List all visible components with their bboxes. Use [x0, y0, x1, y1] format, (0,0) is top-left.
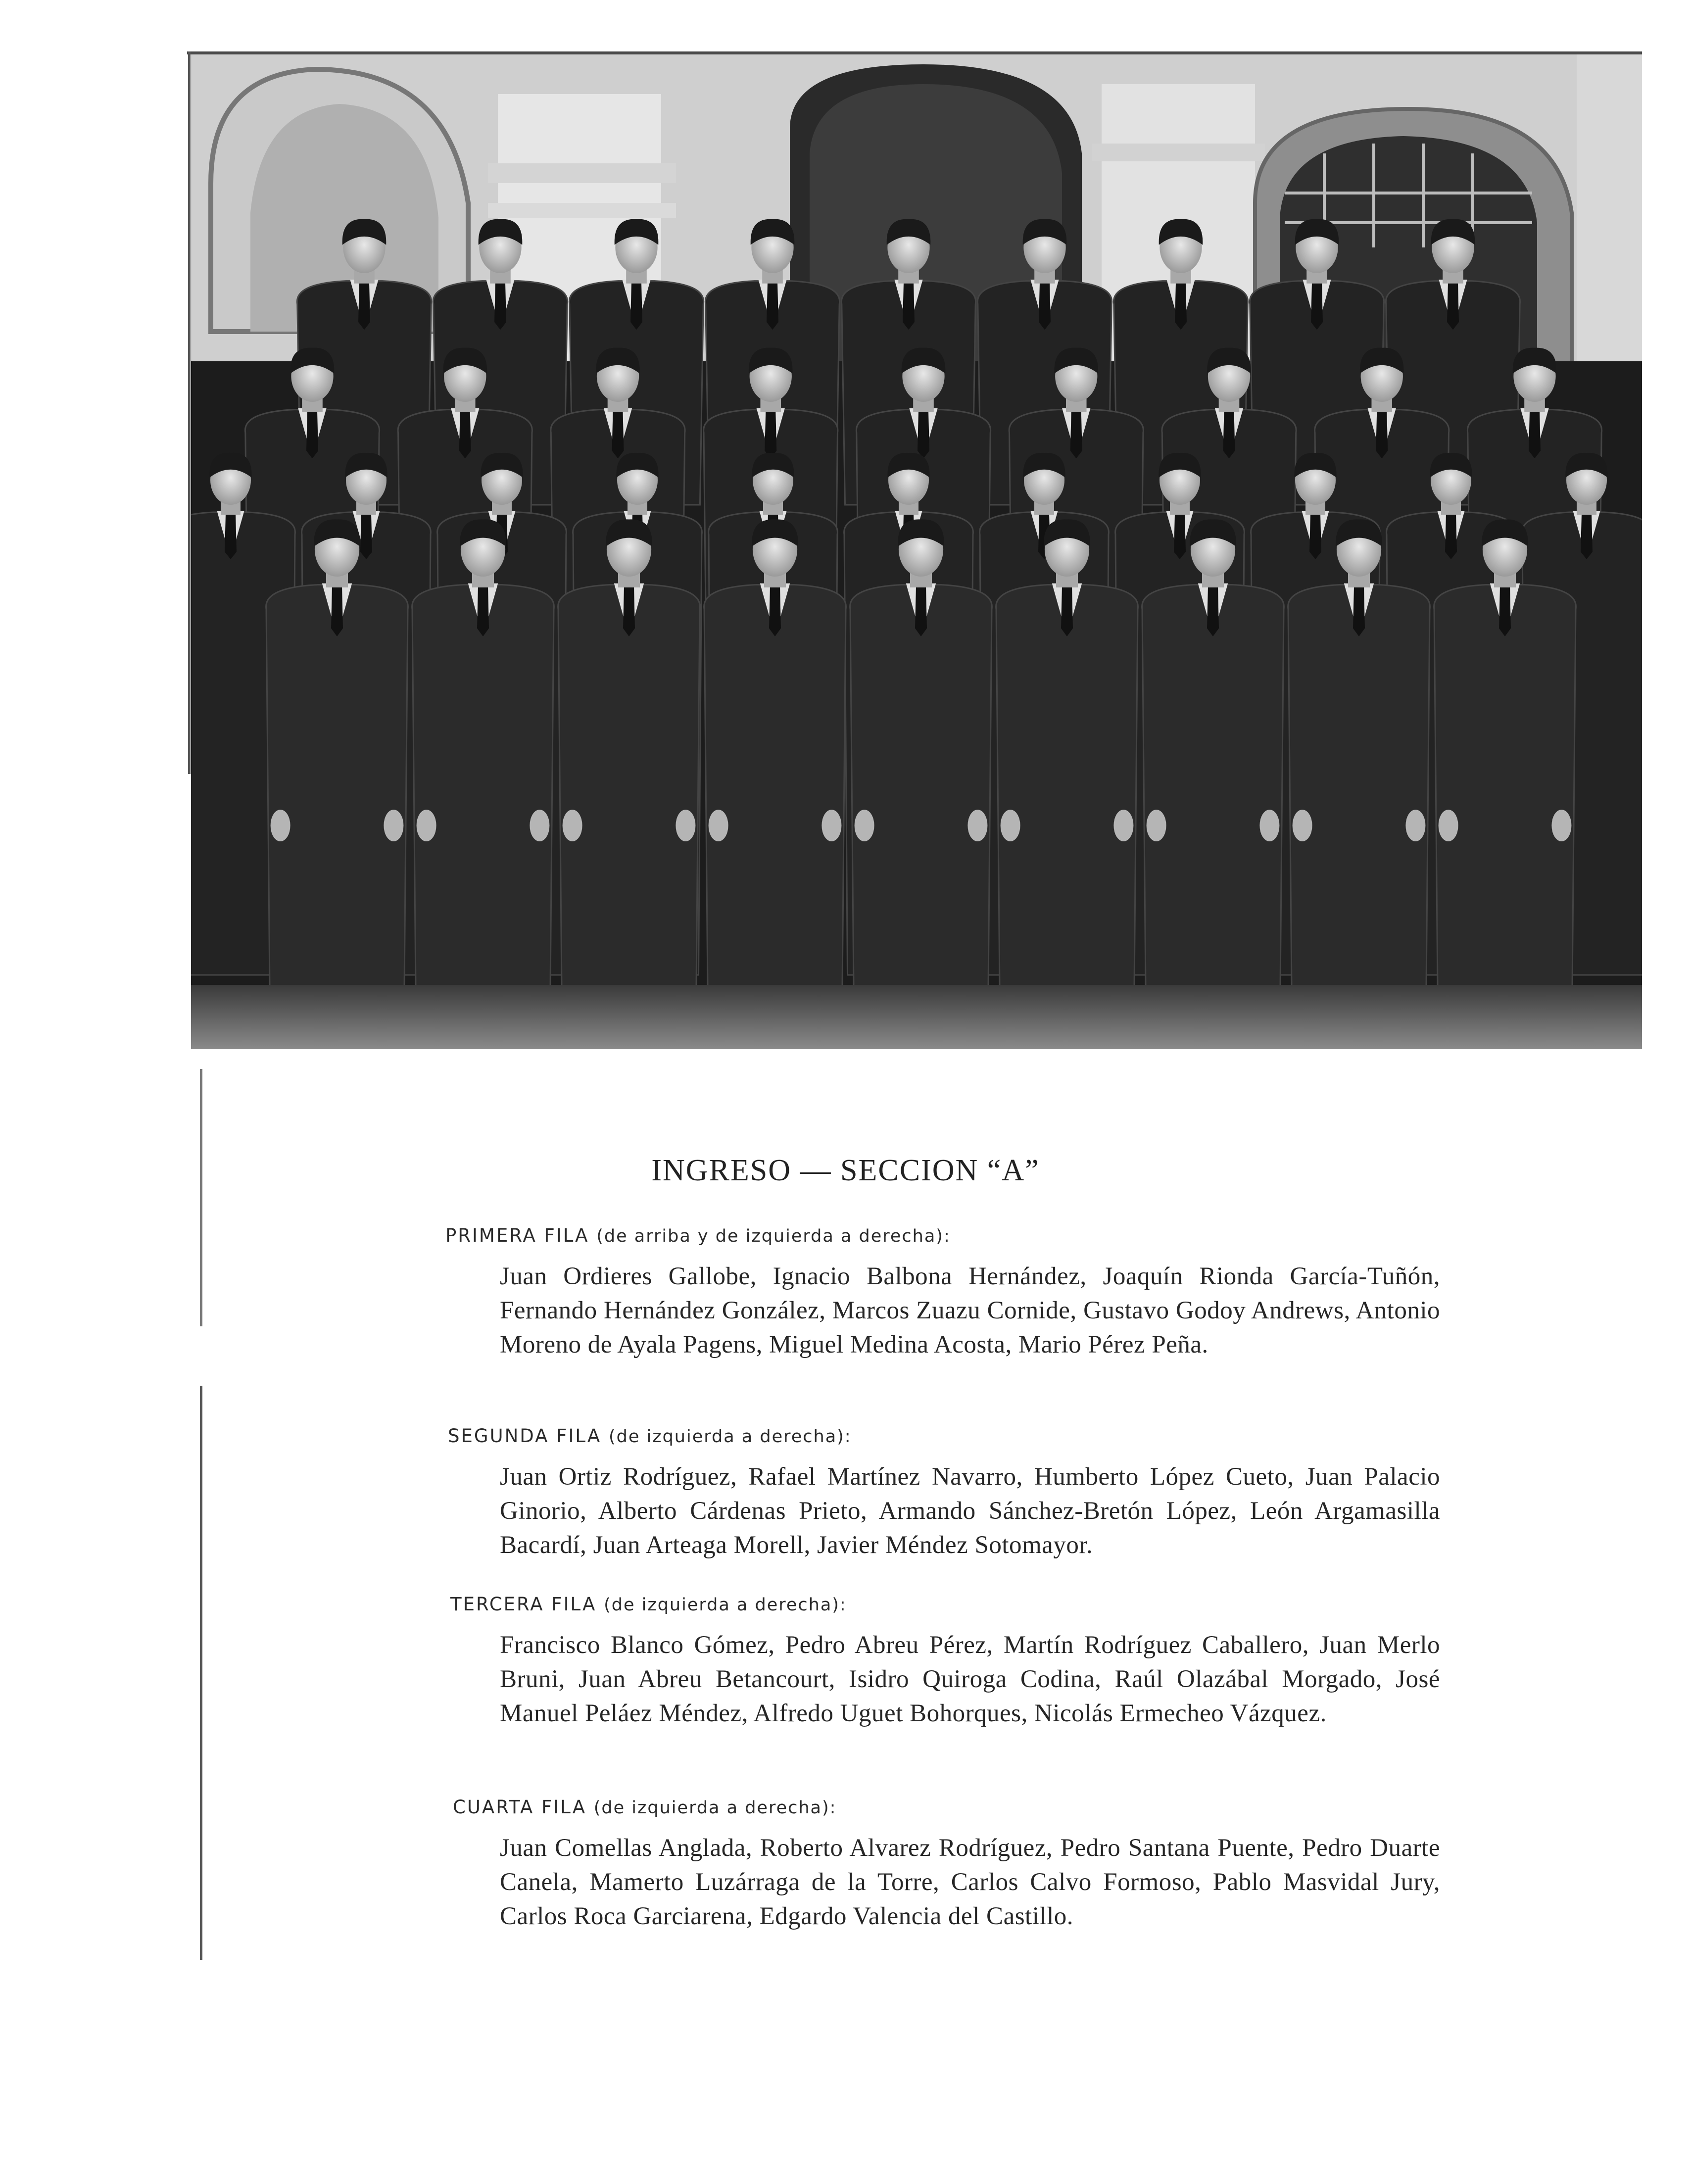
row-heading-primera — [445, 1225, 951, 1246]
row-heading-note: (de izquierda a derecha): — [593, 1798, 837, 1818]
row-names-cuarta: Juan Comellas Anglada, Roberto Alvarez Rodríguez, Pedro Santana Puente, Pedro Duarte Canela, Mamerto Luzárraga de la Torre, Carlos Calvo Formoso, Pablo Masvidal Jury, Carlos Roca Garciarena, Edgardo Valencia del Castillo. — [500, 1834, 1440, 1930]
row-heading-note: (de izquierda a derecha): — [604, 1595, 847, 1615]
row-names-tercera: Francisco Blanco Gómez, Pedro Abreu Pérez, Martín Rodríguez Caballero, Juan Merlo Bruni, Juan Abreu Betancourt, Isidro Quiroga Codina, Raúl Olazábal Morgado, José Manuel Peláez Méndez, Alfredo Uguet Bohorques, Nicolás Ermecheo Vázquez. — [500, 1631, 1440, 1727]
left-margin-line — [188, 51, 191, 774]
group-photo-image — [191, 54, 1642, 1049]
row-heading-cuarta — [453, 1796, 836, 1818]
row-heading-label: SEGUNDA FILA — [448, 1425, 602, 1447]
row-names-primera: Juan Ordieres Gallobe, Ignacio Balbona Hernández, Joaquín Rionda García-Tuñón, Fernando Hernández González, Marcos Zuazu Cornide, Gustavo Godoy Andrews, Antonio Moreno de Ayala Pagens, Miguel Medina Acosta, Mario Pérez Peña. — [500, 1262, 1440, 1359]
row-heading-note: (de izquierda a derecha): — [608, 1427, 852, 1447]
row-heading-segunda — [448, 1425, 852, 1447]
left-margin-mark — [200, 1069, 202, 1326]
row-heading-label: TERCERA FILA — [450, 1594, 597, 1615]
row-heading-note: (de arriba y de izquierda a derecha): — [596, 1226, 951, 1246]
group-photograph — [191, 54, 1642, 1049]
student-figure — [1142, 519, 1284, 995]
row-heading-tercera — [450, 1594, 847, 1615]
row-heading-label: PRIMERA FILA — [445, 1225, 589, 1246]
student-figure — [996, 519, 1138, 995]
student-figure — [412, 519, 554, 995]
row-names-segunda: Juan Ortiz Rodríguez, Rafael Martínez Navarro, Humberto López Cueto, Juan Palacio Ginorio, Alberto Cárdenas Prieto, Armando Sánchez-Bretón López, León Argamasilla Bacardí, Juan Arteaga Morell, Javier Méndez Sotomayor. — [500, 1463, 1440, 1559]
left-margin-line-lower — [200, 1386, 202, 1960]
student-figure — [1288, 519, 1430, 995]
student-figure — [266, 519, 408, 995]
row-heading-label: CUARTA FILA — [453, 1796, 587, 1818]
section-title: INGRESO — SECCION “A” — [651, 1154, 1040, 1187]
student-figure — [1434, 519, 1576, 995]
student-figure — [704, 519, 846, 995]
student-figure — [558, 519, 700, 995]
student-figure — [850, 519, 992, 995]
